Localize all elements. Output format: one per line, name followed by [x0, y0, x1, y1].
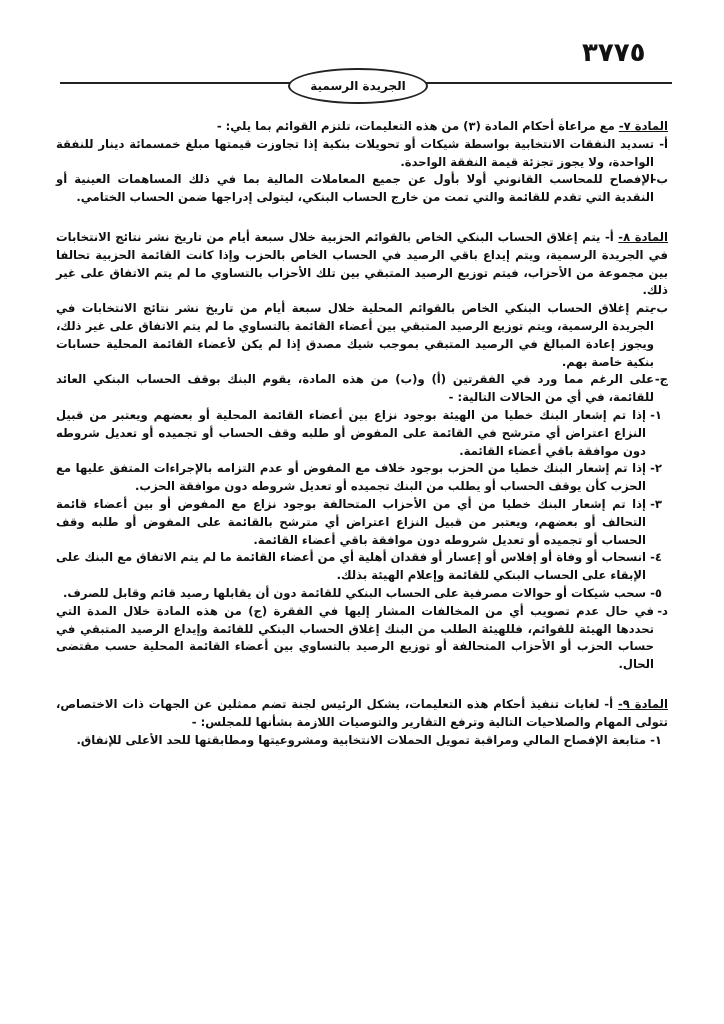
document-body	[56, 118, 668, 771]
article-8	[56, 229, 668, 674]
case-label: ٣-	[650, 496, 662, 511]
item-text: يتم إغلاق الحساب البنكي الخاص بالقوائم المحلية خلال سبعة أيام من تاريخ نشر نتائج الانتخابات في الجريدة الرسمية، ويتم توزيع الرصيد المتبقي بين أعضاء القائمة بالتساوي ما لم يتم الاتفاق على غير ذلك، ويجوز إعادة المبالغ في الرصيد المتبقي بموجب شيك مصدق إذا لم يكن لأعضاء القائمة المحلية حسابات بنكية خاصة بهم.	[56, 301, 654, 369]
article-7-title: المادة ٧-	[618, 119, 668, 133]
article-7	[56, 118, 668, 207]
item-label: أ-	[659, 136, 668, 151]
article-8-case-4	[56, 549, 668, 585]
page-number: ٣٧٧٥	[582, 38, 646, 68]
case-label: ٢-	[650, 461, 662, 476]
article-9-title: المادة ٩-	[617, 696, 668, 711]
item-label: ج-	[654, 372, 668, 387]
article-8-case-1	[56, 407, 668, 460]
case-text: انسحاب أو وفاة أو إفلاس أو إعسار أو فقدان أهلية أي من أعضاء القائمة ما لم يتم الاتفاق مع البنك على الإبقاء على الحساب البنكي للقائمة وإعلام الهيئة بذلك.	[56, 550, 646, 583]
article-8-case-3	[56, 496, 668, 549]
case-text: إذا تم إشعار البنك خطيا من الحزب بوجود خلاف مع المفوض أو عدم التزامه بالإجراءات المتفق عليها مع الحزب كأن يوقف الحساب أو يطلب من البنك تجميده أو تعديل شروطه دون موافقة الحزب.	[56, 461, 646, 494]
gazette-header-title: الجريدة الرسمية	[288, 68, 428, 104]
case-label: ١-	[650, 407, 662, 422]
item-label: ب-	[651, 301, 668, 316]
article-8-intro: أ- يتم إغلاق الحساب البنكي الخاص بالقوائم الحزبية خلال سبعة أيام من تاريخ نشر نتائج الانتخابات في الجريدة الرسمية، ويتم إيداع باقي الرصيد في الحساب الخاص بالحزب وإذا كانت القائمة الحزبية تحالفا بين مجموعة من الأحزاب، فيتم توزيع الرصيد المتبقي بين تلك الأحزاب بالتساوي ما لم يتم الاتفاق على غير ذلك.	[56, 229, 668, 298]
item-text: تسديد النفقات الانتخابية بواسطة شيكات أو تحويلات بنكية إذا تجاوزت قيمتها مبلغ خمسمائة دينار للنفقة الواحدة، ولا يجوز تجزئة قيمة النفقة الواحدة.	[56, 136, 654, 169]
item-label: ب-	[651, 172, 668, 187]
item-text: الإفصاح للمحاسب القانوني أولا بأول عن جميع المعاملات المالية بما في ذلك المساهمات العينية أو النقدية التي تقدم للقائمة والتي تمت من خارج الحساب البنكي، ليتولى إدراجها ضمن الحساب الختامي.	[56, 172, 654, 205]
item-label: د-	[657, 603, 668, 618]
article-8-item-d	[56, 603, 668, 674]
case-text: متابعة الإفصاح المالي ومراقبة تمويل الحملات الانتخابية ومشروعيتها ومطابقتها للحد الأعلى للإنفاق.	[76, 732, 646, 747]
article-7-heading	[56, 118, 668, 136]
case-text: إذا تم إشعار البنك خطيا من الهيئة بوجود نزاع بين أعضاء القائمة المحلية أو بعضهم ويعتبر من قبيل النزاع اعتراض أي مترشح في القائمة على المفوض أو طلبه وقف الحساب أو تجميده أو تعديل شروطه دون موافقة باقي أعضاء القائمة.	[56, 407, 646, 458]
case-text: سحب شيكات أو حوالات مصرفية على الحساب البنكي للقائمة دون أن يقابلها رصيد قائم وقابل للصرف.	[63, 585, 646, 600]
article-9-intro: أ- لغايات تنفيذ أحكام هذه التعليمات، يشكل الرئيس لجنة تضم ممثلين عن الجهات ذات الاختصاص، تتولى المهام والصلاحيات التالية وترفع التقارير والتوصيات اللازمة بشأنها للمجلس: -	[56, 696, 668, 729]
article-8-heading	[56, 229, 668, 300]
case-text: إذا تم إشعار البنك خطيا من أي من الأحزاب المتحالفة بوجود نزاع مع المفوض أو بين أعضاء قائمة التحالف أو بعضهم، ويعتبر من قبيل النزاع اعتراض أي مترشح بالقائمة على المفوض أو طلبه وقف الحساب أو تجميده أو تعديل شروطه دون موافقة باقي أعضاء القائمة.	[56, 496, 646, 547]
case-label: ٥-	[650, 585, 662, 600]
item-text: في حال عدم تصويب أي من المخالفات المشار إليها في الفقرة (ج) من هذه المادة خلال المدة التي تحددها الهيئة للقوائم، فللهيئة الطلب من البنك إغلاق الحساب البنكي للقائمة وإيداع الرصيد المتبقي في حساب الحزب أو الأحزاب المتحالفة أو توزيع الرصيد بالتساوي بين أعضاء القائمة المحلية حسب مقتضى الحال.	[56, 603, 654, 672]
article-8-case-5	[56, 585, 668, 603]
article-8-case-2	[56, 460, 668, 496]
article-7-intro: مع مراعاة أحكام المادة (٣) من هذه التعليمات، تلتزم القوائم بما يلي: -	[216, 119, 615, 133]
article-8-item-c	[56, 371, 668, 407]
article-9-heading	[56, 696, 668, 732]
article-7-item-b	[56, 171, 668, 207]
article-7-item-a	[56, 136, 668, 172]
article-8-title: المادة ٨-	[618, 229, 668, 244]
case-label: ١-	[650, 732, 662, 747]
article-8-item-b	[56, 300, 668, 371]
case-label: ٤-	[650, 550, 662, 565]
article-9-case-1	[56, 732, 668, 750]
article-9	[56, 696, 668, 749]
item-text: على الرغم مما ورد في الفقرتين (أ) و(ب) من هذه المادة، يقوم البنك بوقف الحساب البنكي العائد للقائمة، في أي من الحالات التالية: -	[56, 372, 654, 405]
